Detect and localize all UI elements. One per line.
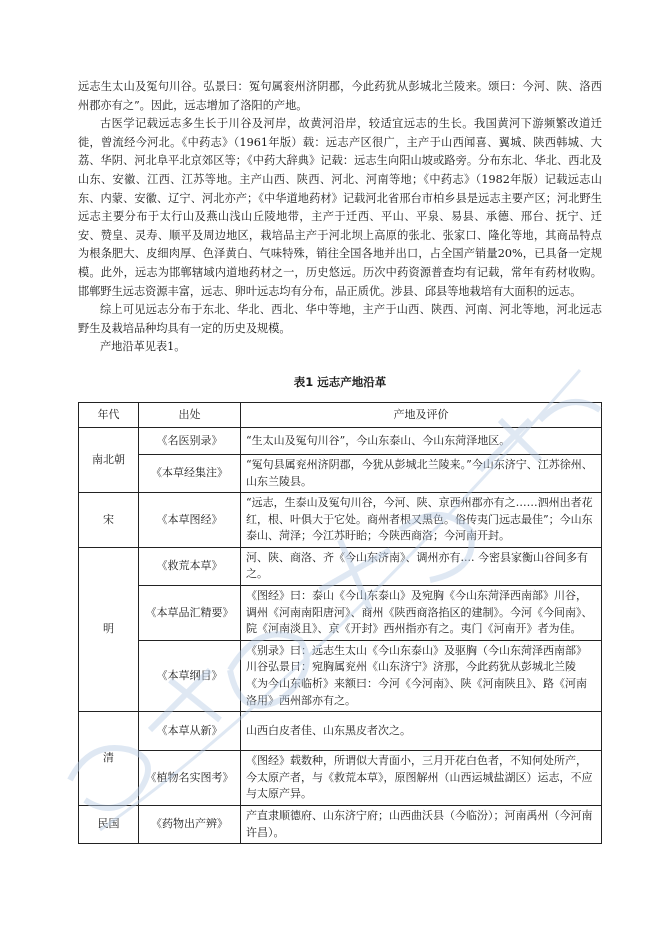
- source-cell: 《本草经集注》: [139, 454, 241, 492]
- table-row: [79, 806, 602, 844]
- table-row: [79, 712, 602, 751]
- source-cell: 《植物名实图考》: [139, 751, 241, 806]
- source-cell: 《救荒本草》: [139, 547, 241, 585]
- header-era: 年代: [79, 402, 139, 427]
- era-cell: 宋: [79, 493, 139, 548]
- source-cell: 《本草图经》: [139, 493, 241, 548]
- paragraph-3: 综上可见远志分布于东北、华北、西北、华中等地，主产于山西、陕西、河南、河北等地，河北远志野生及栽培品种均具有一定的历史及规模。: [78, 303, 602, 335]
- table-row: [79, 640, 602, 711]
- table-row: [79, 427, 602, 454]
- era-cell: 民国: [79, 806, 139, 844]
- source-cell: 《名医别录》: [139, 427, 241, 454]
- description-cell: 《别录》曰：远志生太山《今山东泰山》及驱胸（今山东菏泽西南部》川谷弘景日：宛胸属兖州《山东济宁》济那，今此药犹从彭城北兰陵《为今山东临析》来额曰：今河《今河南》、陕《河南陕且》、路《河南洛用》西州部亦有之。: [241, 640, 602, 711]
- paragraph-1: 远志生太山及冤句川谷。弘景曰：冤句属衮州济阴郡，今此药犹从彭城北兰陵来。颂曰：今河、陕、洛西州郡亦有之”。因此，远志增加了洛阳的产地。: [78, 80, 602, 112]
- description-cell: “冤句县属兖州济阴郡，今犹从彭城北兰陵来。”今山东济宁、江苏徐州、山东兰陵县。: [241, 454, 602, 492]
- description-cell: “远志，生泰山及冤句川谷，今河、陕、京西州郡亦有之……泗州出者花红，根、叶俱大于它处。商州者根又黑色。俗传夷门远志最佳”；今山东泰山、菏泽；今江苏盱眙；今陕西商洛；今河南开封。: [241, 493, 602, 548]
- table-row: [79, 751, 602, 806]
- table-row: [79, 547, 602, 585]
- source-cell: 《本草品汇精要》: [139, 586, 241, 641]
- header-description: 产地及评价: [241, 402, 602, 427]
- description-cell: “生太山及冤句川谷”，今山东泰山、今山东菏泽地区。: [241, 427, 602, 454]
- paragraph-4: 产地沿革见表1。: [100, 340, 186, 354]
- table-caption: 表1 远志产地沿革: [293, 374, 387, 389]
- origin-history-table: [78, 402, 602, 844]
- source-cell: 《药物出产辨》: [139, 806, 241, 844]
- description-cell: 河、陕、商洛、齐《今山东济南》、调州亦有.... 今密县家衡山谷间多有之。: [241, 547, 602, 585]
- table-header-row: [79, 402, 602, 427]
- era-cell: 明: [79, 547, 139, 711]
- description-cell: 《图经》曰：泰山《今山东泰山》及宛胸《今山东菏泽西南部》川谷，调州《河南南阳唐河》、商州《陕西商洛掐区的建制》。今河《今间南》、院《河南淡且》、京《开封》西州指亦有之。夷门《河南开》者为佳。: [241, 586, 602, 641]
- header-source: 出处: [139, 402, 241, 427]
- description-cell: 山西白皮者佳、山东黑皮者次之。: [241, 712, 602, 751]
- document-page: [78, 78, 602, 844]
- table-row: [79, 493, 602, 548]
- era-cell: 清: [79, 712, 139, 806]
- source-cell: 《本草纲目》: [139, 640, 241, 711]
- paragraph-2: 古医学记载远志多生长于川谷及河岸，故黄河沿岸，较适宜远志的生长。我国黄河下游频繁改道迁徙，曾流经今河北。《中药志》（1961年版）载：远志产区很广，主产于山西闻喜、翼城、陕西韩城、大荔、华阴、河北阜平北京郊区等；《中药大辞典》记载：远志生向阳山坡或路旁。分布东北、华北、西北及山东、安徽、江西、江苏等地。主产山西、陕西、河北、河南等地；《中药志》（1982年版）记载远志山东、内蒙、安徽、辽宁、河北亦产；《中华道地药材》记载河北省邢台市柏乡县是远志主要产区；河北野生远志主要分布于太行山及燕山浅山丘陵地带，主产于迁西、平山、平泉、易县、承德、邢台、抚宁、迁安、赞皇、灵寿、顺平及周边地区，栽培品主产于河北坝上高原的张北、张家口、隆化等地，其商品特点为根条肥大、皮细肉厚、色泽黄白、气味特殊，销往全国各地并出口，占全国产销量20%，已具备一定规模。此外，远志为邯郸辖域内道地药材之一，历史悠远。历次中药资源普查均有记载，常年有药材收购。邯郸野生远志资源丰富，远志、卵叶远志均有分布，品正质优。涉县、邱县等地栽培有大面积的远志。: [78, 117, 602, 298]
- table-row: [79, 454, 602, 492]
- era-cell: 南北朝: [79, 427, 139, 492]
- description-cell: 《图经》载数种，所谓似大青面小，三月开花白色者，不知何处所产，今太原产者，与《救荒本草》，原图解州（山西运城盐湖区）运志，不应与太原产异。: [241, 751, 602, 806]
- table-row: [79, 586, 602, 641]
- source-cell: 《本草从新》: [139, 712, 241, 751]
- description-cell: 产直隶顺德府、山东济宁府；山西曲沃县（今临汾）；河南禹州（今河南许昌）。: [241, 806, 602, 844]
